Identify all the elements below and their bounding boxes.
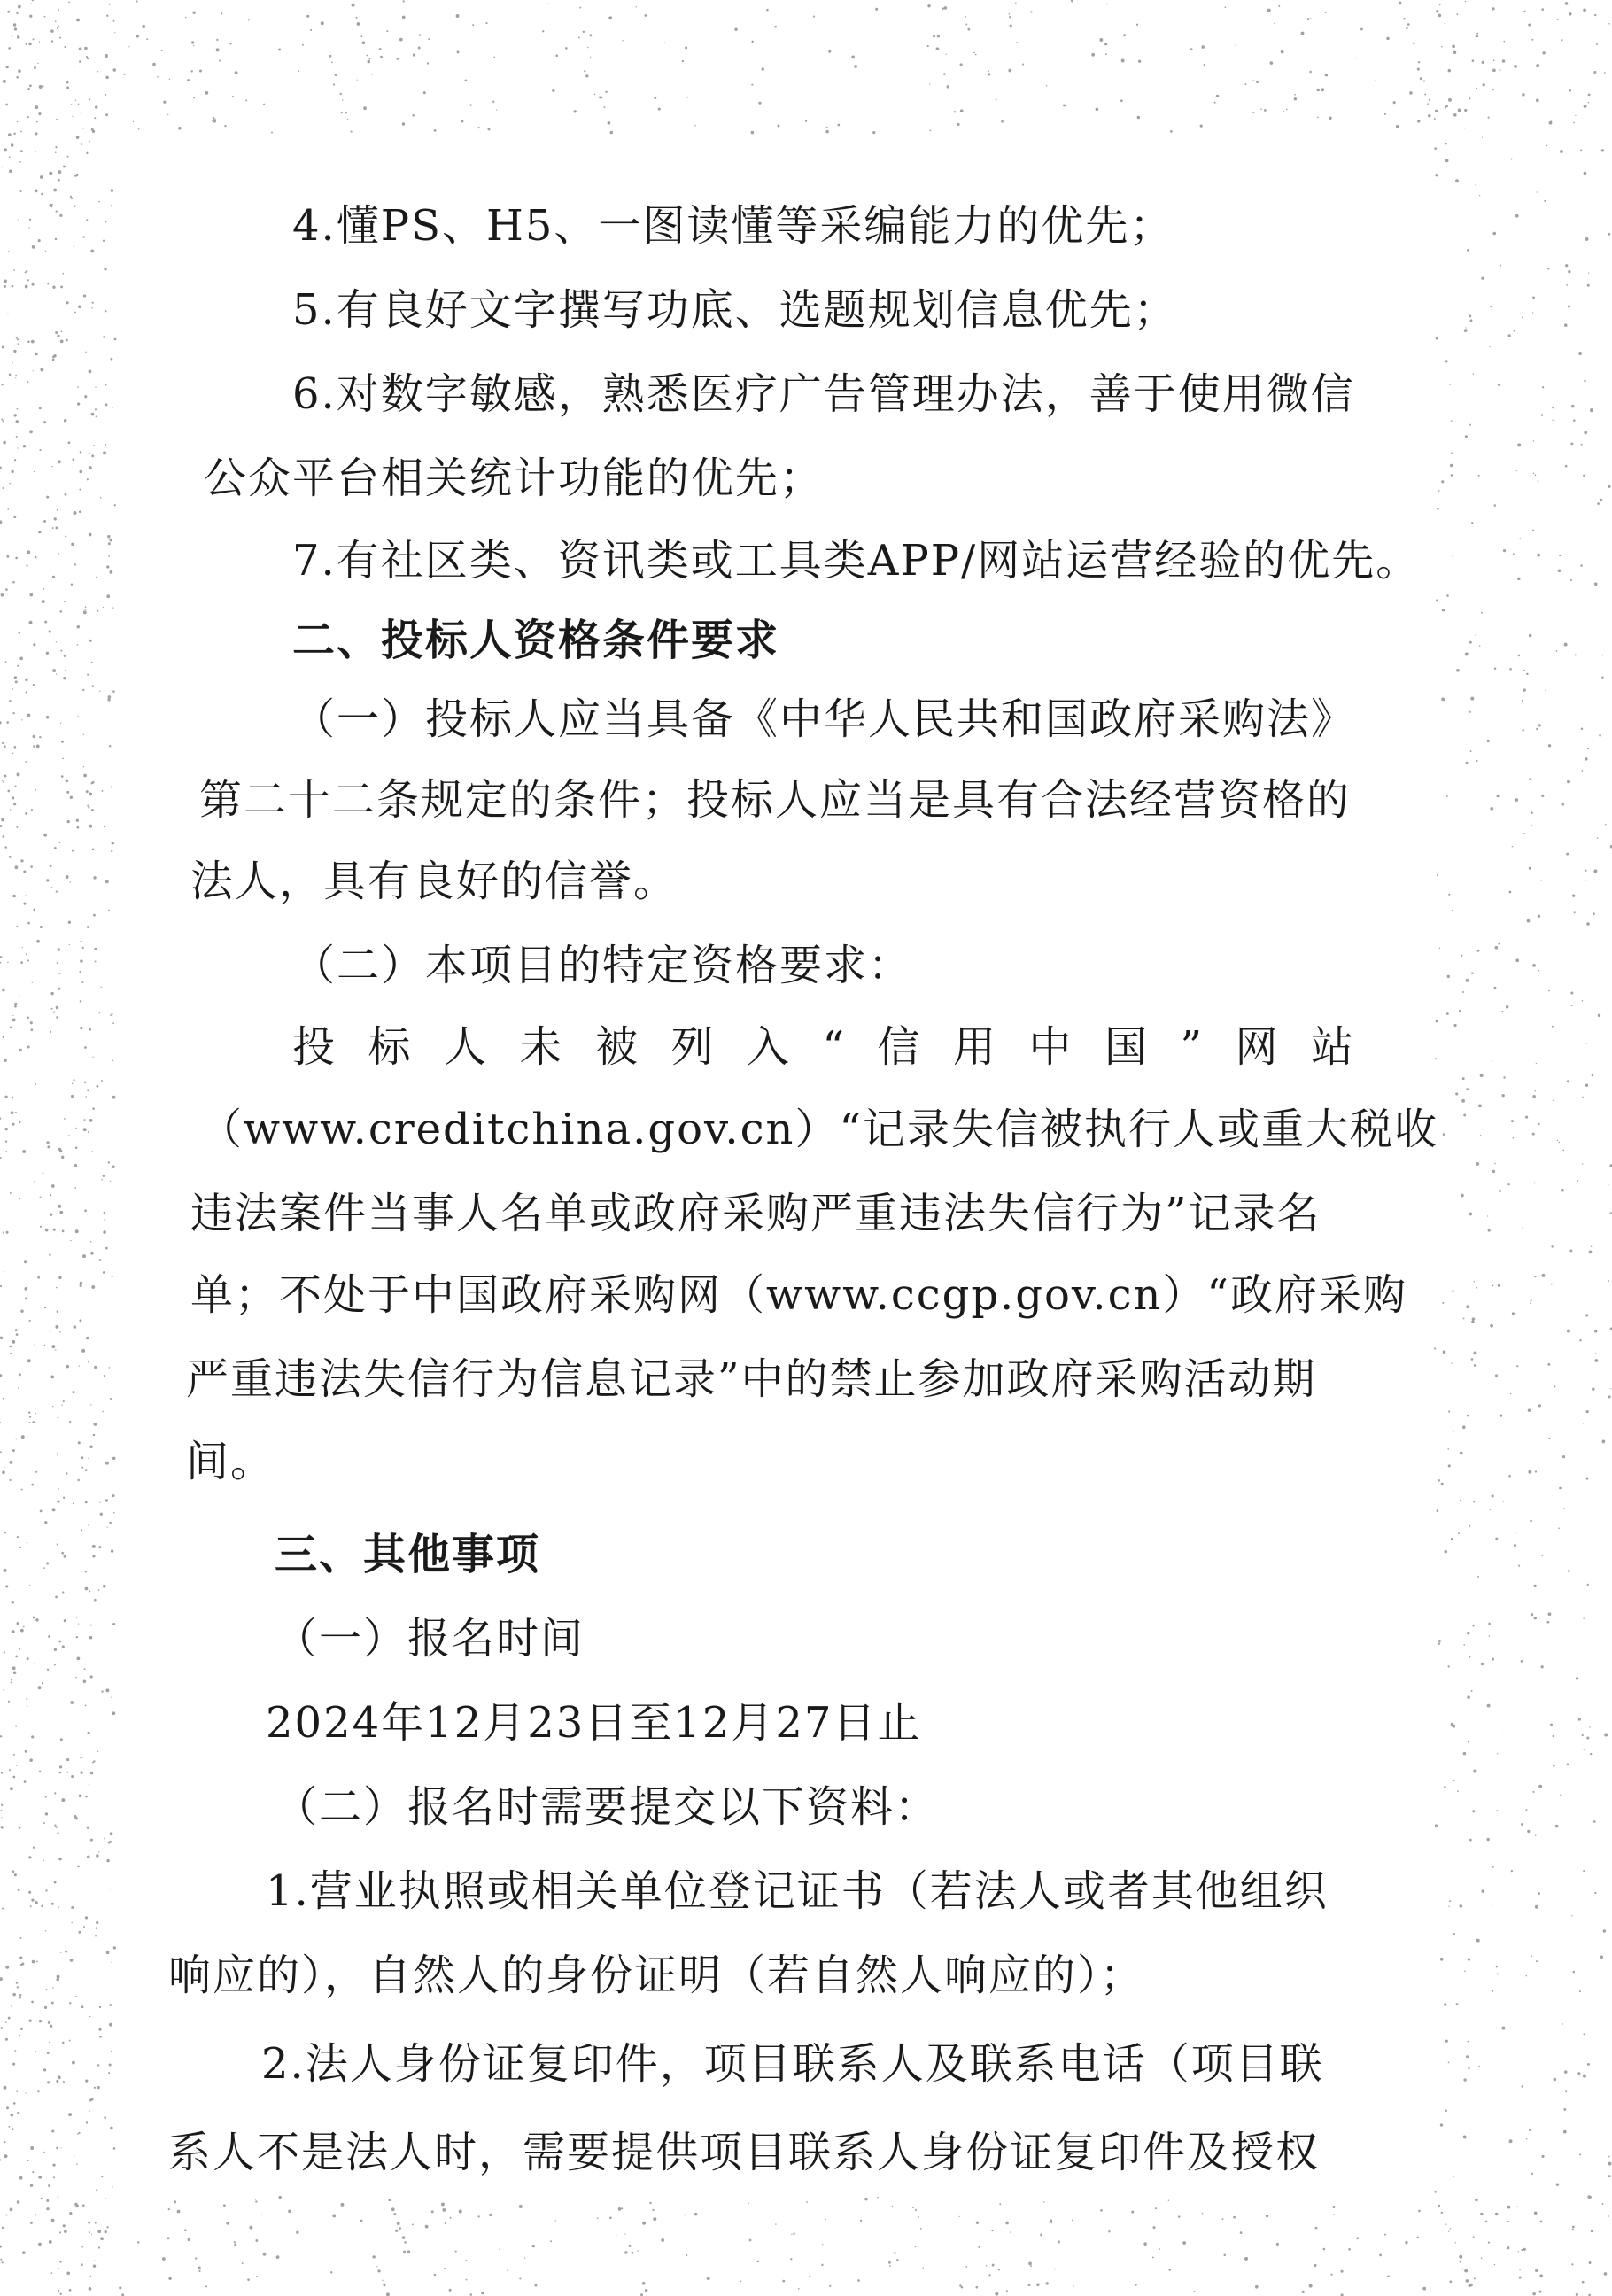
section-3-heading: 三、其他事项 xyxy=(275,1530,541,1579)
req-2-line1: 2.法人身份证复印件，项目联系人及联系电话（项目联 xyxy=(261,2039,1324,2089)
para-2-1-line3: 法人，具有良好的信誉。 xyxy=(190,857,678,906)
item-6-cont: 公众平台相关统计功能的优先； xyxy=(204,454,825,503)
para-2-2: （二）本项目的特定资格要求： xyxy=(292,941,913,990)
para-credit-line1: 投标人未被列入“信用中国”网站 xyxy=(292,1022,1373,1072)
para-credit-line4: 单；不处于中国政府采购网（www.ccgp.gov.cn）“政府采购 xyxy=(190,1270,1407,1320)
item-6: 6.对数字敏感，熟悉医疗广告管理办法，善于使用微信 xyxy=(292,369,1355,419)
para-credit-line6: 间。 xyxy=(186,1437,275,1486)
item-7: 7.有社区类、资讯类或工具类APP/网站运营经验的优先。 xyxy=(292,536,1421,586)
item-4: 4.懂PS、H5、一图读懂等采编能力的优先； xyxy=(292,201,1174,251)
item-5: 5.有良好文字撰写功底、选题规划信息优先； xyxy=(292,285,1178,335)
para-2-1-line1: （一）投标人应当具备《中华人民共和国政府采购法》 xyxy=(292,694,1356,744)
para-credit-line5: 严重违法失信行为信息记录”中的禁止参加政府采购活动期 xyxy=(186,1354,1317,1404)
req-2-line2: 系人不是法人时，需要提供项目联系人身份证复印件及授权 xyxy=(168,2128,1321,2177)
para-2-1-line2: 第二十二条规定的条件；投标人应当是具有合法经营资格的 xyxy=(199,775,1352,825)
registration-date: 2024年12月23日至12月27日止 xyxy=(266,1698,922,1748)
section-2-heading: 二、投标人资格条件要求 xyxy=(292,616,780,665)
para-3-1: （一）报名时间 xyxy=(275,1614,585,1664)
para-credit-line3: 违法案件当事人名单或政府采购严重违法失信行为”记录名 xyxy=(190,1189,1321,1238)
para-credit-line2: （www.creditchina.gov.cn）“记录失信被执行人或重大税收 xyxy=(199,1105,1439,1154)
req-1-line1: 1.营业执照或相关单位登记证书（若法人或者其他组织 xyxy=(266,1866,1329,1916)
req-1-line2: 响应的），自然人的身份证明（若自然人响应的）； xyxy=(168,1951,1145,2000)
para-3-2: （二）报名时需要提交以下资料： xyxy=(275,1782,940,1832)
